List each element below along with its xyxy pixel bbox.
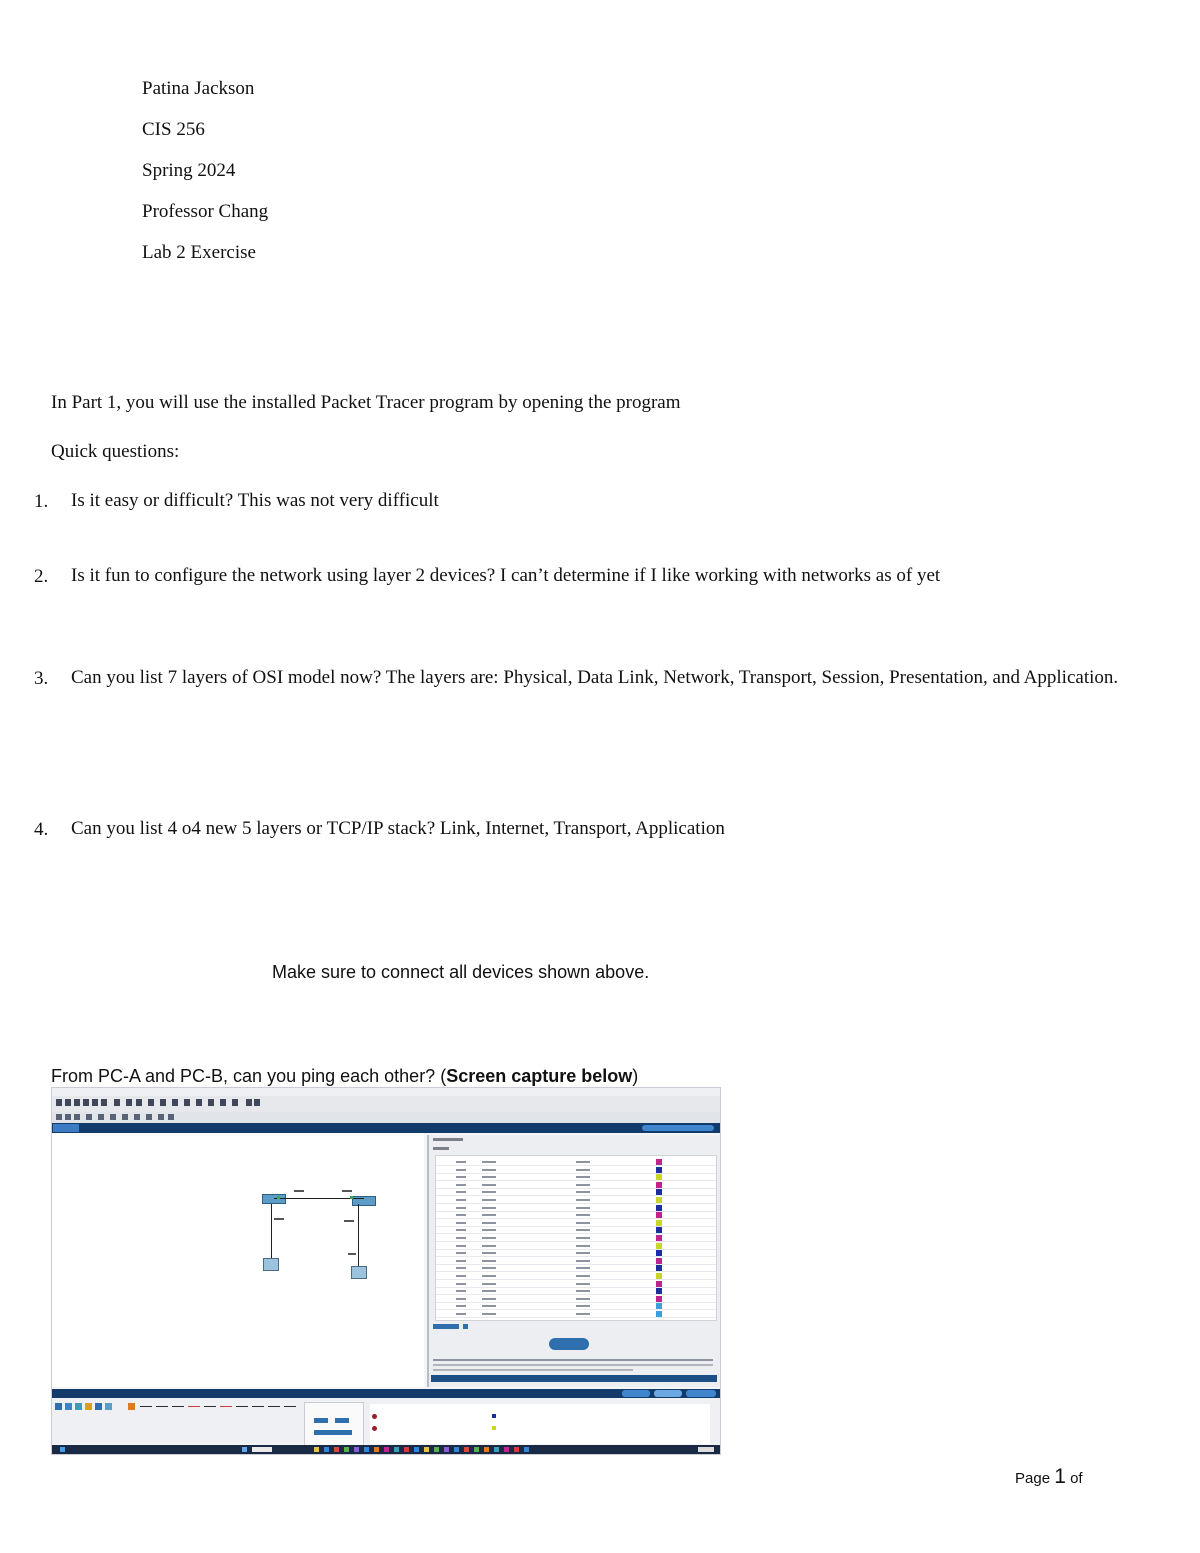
quick-questions-label: Quick questions: — [51, 441, 180, 462]
app-icon[interactable] — [394, 1447, 399, 1452]
event-type-color-icon — [656, 1273, 662, 1279]
filter-text — [433, 1369, 633, 1371]
clock-icon — [698, 1447, 714, 1452]
event-cell — [482, 1169, 496, 1171]
event-cell — [456, 1169, 466, 1171]
event-cell — [576, 1191, 590, 1193]
palette-icon — [172, 1099, 178, 1106]
event-type-color-icon — [656, 1296, 662, 1302]
event-type-color-icon — [656, 1212, 662, 1218]
app-icon[interactable] — [514, 1447, 519, 1452]
pencil-icon — [122, 1114, 128, 1120]
event-row[interactable] — [436, 1294, 716, 1295]
app-icon[interactable] — [414, 1447, 419, 1452]
search-icon[interactable] — [252, 1447, 272, 1452]
time-bar — [52, 1389, 720, 1398]
event-cell — [576, 1229, 590, 1231]
windows-icon[interactable] — [242, 1447, 247, 1452]
event-cell — [456, 1252, 466, 1254]
link-light-icon — [350, 1196, 353, 1199]
app-icon[interactable] — [384, 1447, 389, 1452]
event-row[interactable] — [436, 1309, 716, 1310]
app-icon[interactable] — [454, 1447, 459, 1452]
event-cell — [456, 1245, 466, 1247]
event-cell — [482, 1290, 496, 1292]
event-cell — [456, 1222, 466, 1224]
menu-bar — [52, 1088, 720, 1096]
app-icon[interactable] — [444, 1447, 449, 1452]
simulation-button[interactable] — [654, 1390, 682, 1397]
event-cell — [456, 1161, 466, 1163]
question-number: 2. — [34, 566, 49, 587]
event-row[interactable] — [436, 1279, 716, 1280]
cable-icon[interactable] — [172, 1406, 184, 1407]
app-icon[interactable] — [494, 1447, 499, 1452]
event-cell — [482, 1229, 496, 1231]
inspect-icon — [65, 1114, 71, 1120]
event-cell — [576, 1252, 590, 1254]
event-type-color-icon — [656, 1205, 662, 1211]
cable-icon[interactable] — [236, 1406, 248, 1407]
pc-b-icon — [351, 1266, 367, 1279]
event-cell — [576, 1214, 590, 1216]
redo-icon — [136, 1099, 142, 1106]
event-list-label — [433, 1147, 449, 1150]
event-cell — [576, 1199, 590, 1201]
event-cell — [576, 1207, 590, 1209]
pdu-list — [370, 1404, 710, 1444]
question-text: Is it fun to configure the network using layer 2 devices? I can’t determine if I like working with networks as of yet — [71, 565, 941, 586]
caption-bold: Screen capture below — [446, 1066, 633, 1086]
save-icon — [74, 1099, 80, 1106]
table-icon — [168, 1114, 174, 1120]
print-icon — [83, 1099, 89, 1106]
secondary-toolbar — [52, 1112, 720, 1123]
event-cell — [482, 1298, 496, 1300]
event-cell — [456, 1184, 466, 1186]
filter-text — [433, 1364, 713, 1366]
event-cell — [482, 1252, 496, 1254]
pdu-status-icon — [372, 1414, 377, 1419]
event-type-color-icon — [656, 1220, 662, 1226]
filter-text — [433, 1359, 713, 1361]
event-cell — [482, 1260, 496, 1262]
event-row[interactable] — [436, 1226, 716, 1227]
event-type-color-icon — [656, 1182, 662, 1188]
event-type-color-icon — [656, 1288, 662, 1294]
app-icon[interactable] — [474, 1447, 479, 1452]
event-row[interactable] — [436, 1218, 716, 1219]
event-cell — [576, 1283, 590, 1285]
app-icon[interactable] — [404, 1447, 409, 1452]
paste-icon — [114, 1099, 120, 1106]
event-cell — [482, 1305, 496, 1307]
event-type-color-icon — [656, 1167, 662, 1173]
playback-controls[interactable] — [549, 1338, 589, 1350]
event-cell — [482, 1222, 496, 1224]
event-cell — [482, 1191, 496, 1193]
event-cell — [456, 1176, 466, 1178]
note-icon — [232, 1099, 238, 1106]
author-name: Patina Jackson — [142, 78, 255, 99]
connect-note: Make sure to connect all devices shown above. — [272, 962, 650, 982]
course-code: CIS 256 — [142, 119, 205, 140]
link-light-icon — [277, 1196, 280, 1199]
event-row[interactable] — [436, 1317, 716, 1318]
event-cell — [482, 1214, 496, 1216]
event-type-color-icon — [656, 1250, 662, 1256]
constant-delay-checkbox[interactable] — [463, 1324, 468, 1329]
reset-simulation-button[interactable] — [433, 1324, 459, 1329]
event-cell — [456, 1298, 466, 1300]
event-cell — [456, 1290, 466, 1292]
pc-a-link — [271, 1204, 272, 1258]
event-row[interactable] — [436, 1287, 716, 1288]
switch-s1-icon — [262, 1194, 286, 1204]
event-cell — [576, 1260, 590, 1262]
event-type-color-icon — [656, 1265, 662, 1271]
event-type-color-icon — [656, 1174, 662, 1180]
event-cell — [456, 1267, 466, 1269]
port-label — [274, 1218, 284, 1220]
intro-paragraph: In Part 1, you will use the installed Packet Tracer program by opening the program — [51, 392, 681, 413]
question-text: Can you list 4 o4 new 5 layers or TCP/IP stack? Link, Internet, Transport, Application — [71, 818, 725, 839]
app-icon[interactable] — [354, 1447, 359, 1452]
app-icon[interactable] — [484, 1447, 489, 1452]
event-row[interactable] — [436, 1211, 716, 1212]
event-row[interactable] — [436, 1302, 716, 1303]
event-row[interactable] — [436, 1249, 716, 1250]
panel-title — [433, 1138, 463, 1141]
event-cell — [482, 1245, 496, 1247]
shape-icon — [134, 1114, 140, 1120]
event-cell — [482, 1161, 496, 1163]
edit-filters-button[interactable] — [431, 1375, 717, 1382]
app-icon[interactable] — [504, 1447, 509, 1452]
settings-icon — [92, 1099, 98, 1106]
page-of-label: of — [1070, 1470, 1083, 1487]
port-label — [294, 1190, 304, 1192]
pdu-color-icon — [492, 1414, 496, 1418]
select-icon — [56, 1114, 62, 1120]
event-cell — [456, 1207, 466, 1209]
event-row[interactable] — [436, 1188, 716, 1189]
simulation-panel — [427, 1135, 721, 1387]
zoom-in-icon — [148, 1099, 154, 1106]
event-cell — [576, 1245, 590, 1247]
event-type-color-icon — [656, 1311, 662, 1317]
app-icon[interactable] — [374, 1447, 379, 1452]
event-cell — [576, 1275, 590, 1277]
ellipse-icon — [208, 1099, 214, 1106]
open-icon — [65, 1099, 71, 1106]
zoom-out-icon — [160, 1099, 166, 1106]
hub-icon[interactable] — [75, 1403, 82, 1410]
event-type-color-icon — [656, 1281, 662, 1287]
drawing-icon — [246, 1099, 252, 1106]
pdu-color-icon — [492, 1426, 496, 1430]
cable-icon[interactable] — [268, 1406, 280, 1407]
grid-icon — [220, 1099, 226, 1106]
professor-name: Professor Chang — [142, 201, 269, 222]
event-cell — [456, 1214, 466, 1216]
page-number: 1 — [1054, 1465, 1066, 1488]
copy-icon — [101, 1099, 107, 1106]
custom-device-icon — [184, 1099, 190, 1106]
open-envelope-icon — [158, 1114, 164, 1120]
pdu-icon — [98, 1114, 104, 1120]
delete-scenario-button[interactable] — [335, 1418, 349, 1423]
mode-button[interactable] — [686, 1390, 716, 1397]
event-cell — [576, 1222, 590, 1224]
event-type-color-icon — [656, 1227, 662, 1233]
event-type-color-icon — [656, 1197, 662, 1203]
event-cell — [456, 1305, 466, 1307]
new-icon — [56, 1099, 62, 1106]
end-device-icon[interactable] — [95, 1403, 102, 1410]
event-cell — [482, 1267, 496, 1269]
toggle-pdu-list-button[interactable] — [314, 1430, 352, 1435]
event-row[interactable] — [436, 1271, 716, 1272]
delete-icon — [74, 1114, 80, 1120]
page-label: Page — [1015, 1470, 1051, 1487]
port-label — [348, 1253, 356, 1255]
port-label — [344, 1220, 354, 1222]
event-row[interactable] — [436, 1180, 716, 1181]
event-cell — [456, 1229, 466, 1231]
cable-icon[interactable] — [140, 1406, 152, 1407]
event-cell — [576, 1176, 590, 1178]
folder-icon[interactable] — [314, 1447, 319, 1452]
resize-icon — [86, 1114, 92, 1120]
topology-canvas — [52, 1133, 424, 1387]
caption-text: From PC-A and PC-B, can you ping each other? ( — [51, 1066, 447, 1086]
event-type-color-icon — [656, 1303, 662, 1309]
event-cell — [456, 1199, 466, 1201]
cable-icon[interactable] — [284, 1406, 296, 1407]
event-row[interactable] — [436, 1264, 716, 1265]
event-cell — [482, 1207, 496, 1209]
line-icon — [110, 1114, 116, 1120]
workspace-tab-bar — [52, 1123, 720, 1133]
event-cell — [482, 1184, 496, 1186]
screenshot-caption — [51, 1066, 638, 1087]
event-type-color-icon — [656, 1159, 662, 1165]
event-cell — [576, 1298, 590, 1300]
event-cell — [576, 1267, 590, 1269]
port-label — [342, 1190, 352, 1192]
event-cell — [576, 1161, 590, 1163]
cable-icon[interactable] — [204, 1406, 216, 1407]
event-type-color-icon — [656, 1189, 662, 1195]
app-icon[interactable] — [424, 1447, 429, 1452]
event-cell — [456, 1260, 466, 1262]
event-type-color-icon — [656, 1243, 662, 1249]
event-cell — [576, 1237, 590, 1239]
event-type-color-icon — [656, 1235, 662, 1241]
event-cell — [482, 1237, 496, 1239]
app-icon[interactable] — [464, 1447, 469, 1452]
app-icon[interactable] — [334, 1447, 339, 1452]
connections-icon[interactable] — [85, 1403, 92, 1410]
cable-icon[interactable] — [156, 1406, 168, 1407]
page-footer — [1015, 1465, 1083, 1489]
event-cell — [482, 1199, 496, 1201]
event-row[interactable] — [436, 1173, 716, 1174]
event-row[interactable] — [436, 1256, 716, 1257]
event-row[interactable] — [436, 1233, 716, 1234]
question-number: 4. — [34, 819, 49, 840]
switch-icon[interactable] — [65, 1403, 72, 1410]
new-scenario-button[interactable] — [314, 1418, 328, 1423]
caption-close: ) — [632, 1066, 639, 1086]
event-cell — [482, 1283, 496, 1285]
pc-b-link — [358, 1204, 359, 1266]
pc-a-icon — [263, 1258, 279, 1271]
event-cell — [482, 1275, 496, 1277]
cable-icon[interactable] — [188, 1406, 200, 1407]
event-cell — [456, 1237, 466, 1239]
scenario-panel — [304, 1402, 364, 1446]
event-cell — [456, 1275, 466, 1277]
app-icon[interactable] — [364, 1447, 369, 1452]
browser-icon[interactable] — [324, 1447, 329, 1452]
event-type-color-icon — [656, 1258, 662, 1264]
app-icon[interactable] — [434, 1447, 439, 1452]
view-toggle — [642, 1125, 714, 1131]
undo-icon — [126, 1099, 132, 1106]
image-icon — [254, 1099, 260, 1106]
rectangle-icon — [196, 1099, 202, 1106]
term: Spring 2024 — [142, 160, 236, 181]
pdu-status-icon — [372, 1426, 377, 1431]
lightning-icon[interactable] — [128, 1403, 135, 1410]
assignment-title: Lab 2 Exercise — [142, 242, 256, 263]
event-cell — [456, 1313, 466, 1315]
app-icon[interactable] — [344, 1447, 349, 1452]
router-icon[interactable] — [55, 1403, 62, 1410]
question-number: 1. — [34, 491, 49, 512]
event-cell — [576, 1184, 590, 1186]
event-cell — [456, 1283, 466, 1285]
start-icon[interactable] — [60, 1447, 65, 1452]
event-cell — [482, 1313, 496, 1315]
event-cell — [576, 1305, 590, 1307]
cable-icon[interactable] — [252, 1406, 264, 1407]
realtime-button[interactable] — [622, 1390, 650, 1397]
app-icon[interactable] — [524, 1447, 529, 1452]
logical-tab — [53, 1124, 79, 1132]
event-cell — [482, 1176, 496, 1178]
event-row[interactable] — [436, 1195, 716, 1196]
question-number: 3. — [34, 668, 49, 689]
event-row[interactable] — [436, 1241, 716, 1242]
question-text: Can you list 7 layers of OSI model now? The layers are: Physical, Data Link, Network, Transport, Session, Presentation, and Application. — [71, 667, 1119, 688]
event-cell — [576, 1169, 590, 1171]
cloud-icon[interactable] — [105, 1403, 112, 1410]
question-text: Is it easy or difficult? This was not very difficult — [71, 490, 439, 511]
event-row[interactable] — [436, 1165, 716, 1166]
envelope-icon — [146, 1114, 152, 1120]
event-row[interactable] — [436, 1203, 716, 1204]
packet-tracer-screenshot — [51, 1087, 721, 1455]
cable-icon[interactable] — [220, 1406, 232, 1407]
event-cell — [456, 1191, 466, 1193]
event-list-table — [435, 1155, 717, 1321]
event-cell — [576, 1313, 590, 1315]
event-cell — [576, 1290, 590, 1292]
